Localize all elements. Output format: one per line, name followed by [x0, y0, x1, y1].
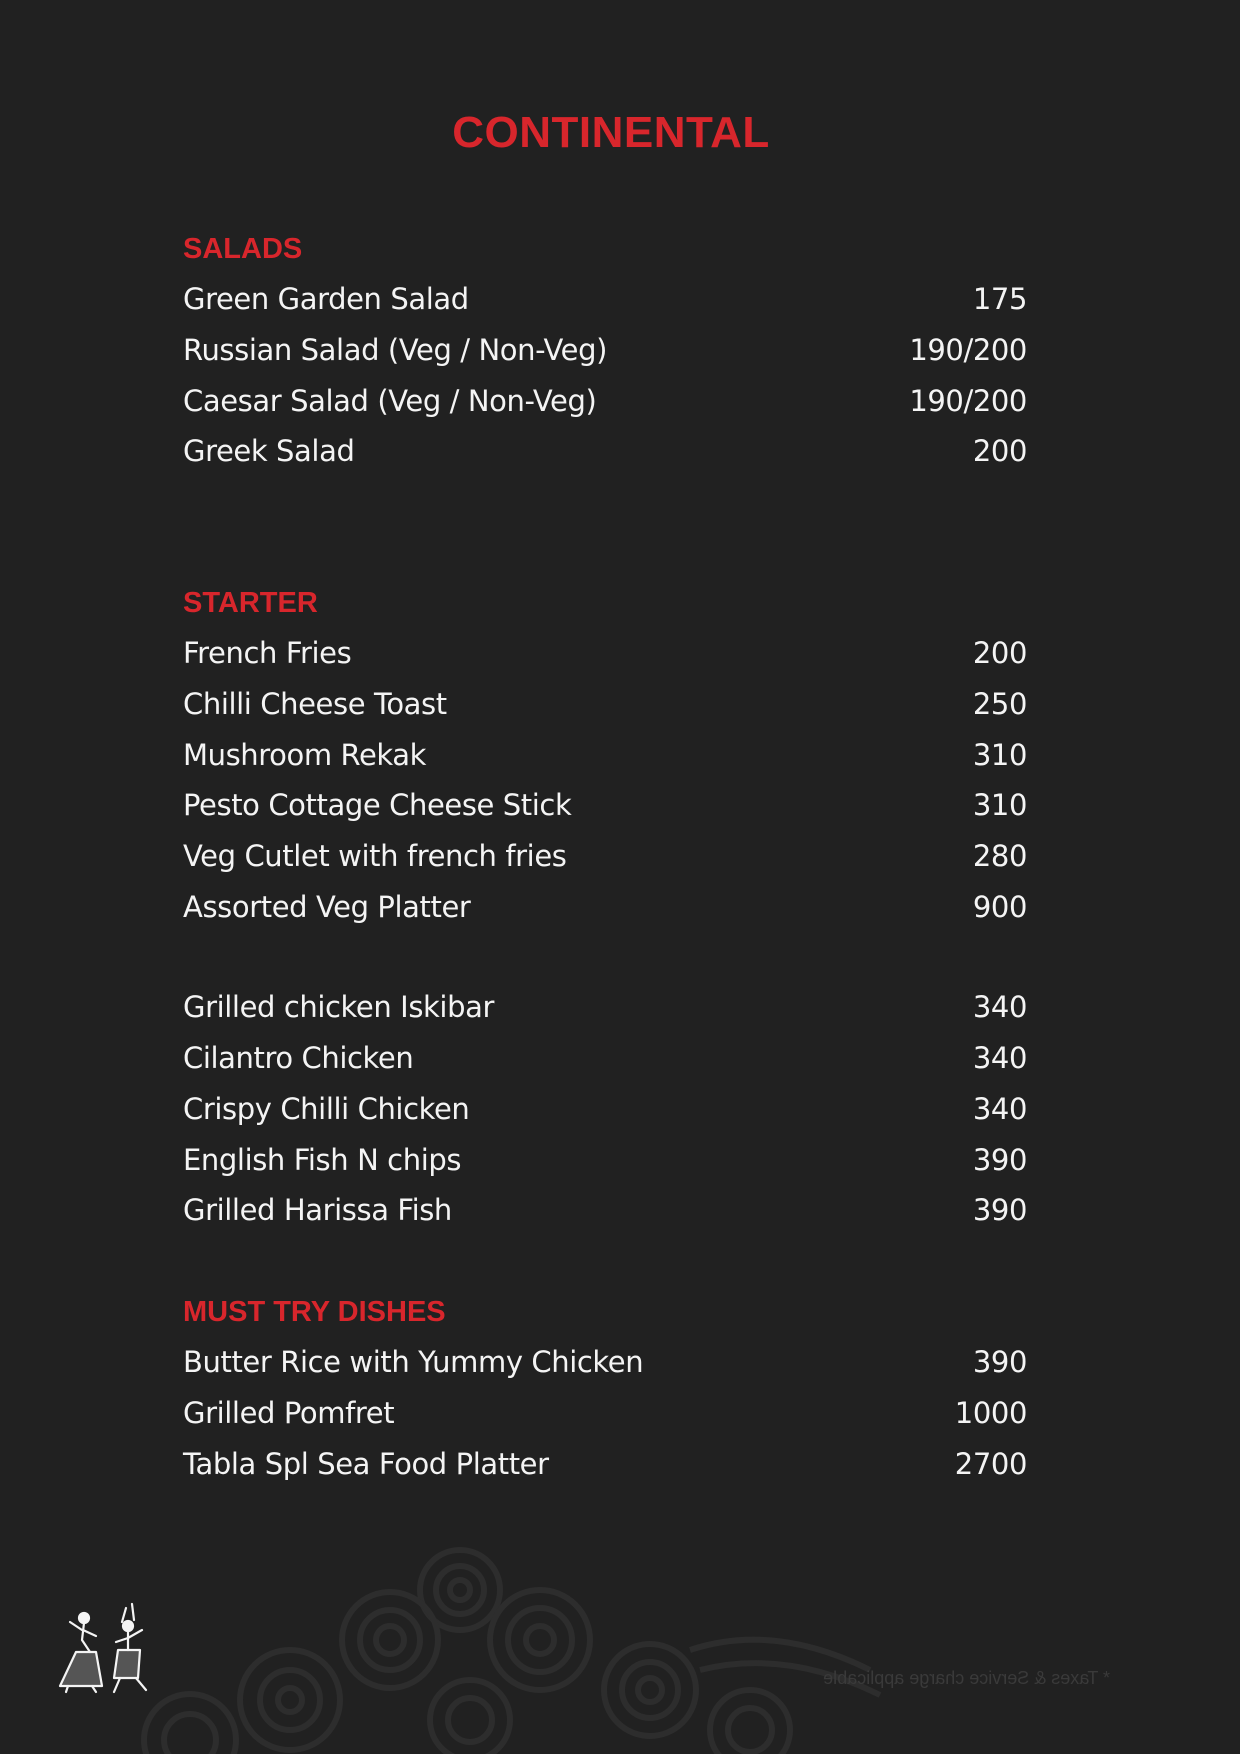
menu-item-name: Grilled chicken Iskibar	[183, 990, 494, 1025]
dancers-icon	[56, 1600, 156, 1700]
spacer	[183, 932, 1027, 982]
menu-item-price: 175	[972, 282, 1027, 317]
menu-item-name: Veg Cutlet with french fries	[183, 839, 567, 874]
menu-item-name: French Fries	[183, 636, 352, 671]
menu-item-price: 2700	[954, 1446, 1027, 1481]
menu-item-name: Pesto Cottage Cheese Stick	[183, 788, 572, 823]
menu-item-price: 190/200	[909, 383, 1027, 418]
menu-item-price: 900	[972, 889, 1027, 924]
menu-item-name: Crispy Chilli Chicken	[183, 1091, 470, 1126]
menu-item	[183, 1185, 1027, 1236]
menu-item-price: 340	[972, 1041, 1027, 1076]
menu-item-name: Tabla Spl Sea Food Platter	[183, 1446, 549, 1481]
menu-item	[183, 1084, 1027, 1135]
menu-item-name: Mushroom Rekak	[183, 737, 427, 772]
page-title: CONTINENTAL	[452, 108, 770, 157]
footnote: * Taxes & Service charge applicable	[823, 1668, 1110, 1688]
menu-item-name: Green Garden Salad	[183, 282, 469, 317]
menu-item-price: 190/200	[909, 333, 1027, 368]
section-starter	[183, 578, 1027, 1236]
menu-item-name: Cilantro Chicken	[183, 1041, 414, 1076]
menu-item-price: 390	[972, 1345, 1027, 1380]
menu-item	[183, 375, 1027, 426]
menu-item-name: Caesar Salad (Veg / Non-Veg)	[183, 383, 597, 418]
menu-item-price: 390	[972, 1142, 1027, 1177]
menu-item	[183, 1337, 1027, 1388]
menu-item	[183, 780, 1027, 831]
section-heading-starter: STARTER	[183, 587, 318, 619]
section-heading-salads: SALADS	[183, 233, 303, 265]
menu-item-name: Grilled Pomfret	[183, 1396, 395, 1431]
menu-item-name: Grilled Harissa Fish	[183, 1193, 452, 1228]
section-heading-must-try: MUST TRY DISHES	[183, 1296, 446, 1328]
menu-item-name: Assorted Veg Platter	[183, 889, 471, 924]
menu-item-price: 310	[972, 788, 1027, 823]
menu-item	[183, 679, 1027, 730]
menu-item-price: 310	[972, 737, 1027, 772]
menu-item-price: 1000	[954, 1396, 1027, 1431]
section-salads	[183, 224, 1027, 477]
menu-item	[183, 982, 1027, 1033]
menu-item-price: 200	[972, 434, 1027, 469]
menu-item-name: English Fish N chips	[183, 1142, 462, 1177]
menu-item	[183, 1388, 1027, 1439]
menu-item-price: 250	[972, 687, 1027, 722]
menu-item-name: Butter Rice with Yummy Chicken	[183, 1345, 644, 1380]
menu-item	[183, 628, 1027, 679]
menu-item	[183, 325, 1027, 376]
menu-item-name: Chilli Cheese Toast	[183, 687, 447, 722]
menu-item	[183, 831, 1027, 882]
menu-item	[183, 1033, 1027, 1084]
menu-item-price: 340	[972, 1091, 1027, 1126]
menu-item-name: Greek Salad	[183, 434, 355, 469]
menu-item	[183, 1134, 1027, 1185]
menu-item-price: 340	[972, 990, 1027, 1025]
menu-item	[183, 1438, 1027, 1489]
swirl-cloud-pattern	[130, 1530, 890, 1754]
menu-item	[183, 729, 1027, 780]
menu-item-price: 280	[972, 839, 1027, 874]
menu-item	[183, 274, 1027, 325]
menu-item	[183, 426, 1027, 477]
menu-item	[183, 881, 1027, 932]
menu-item-price: 200	[972, 636, 1027, 671]
section-must-try	[183, 1287, 1027, 1489]
menu-item-price: 390	[972, 1193, 1027, 1228]
menu-item-name: Russian Salad (Veg / Non-Veg)	[183, 333, 607, 368]
